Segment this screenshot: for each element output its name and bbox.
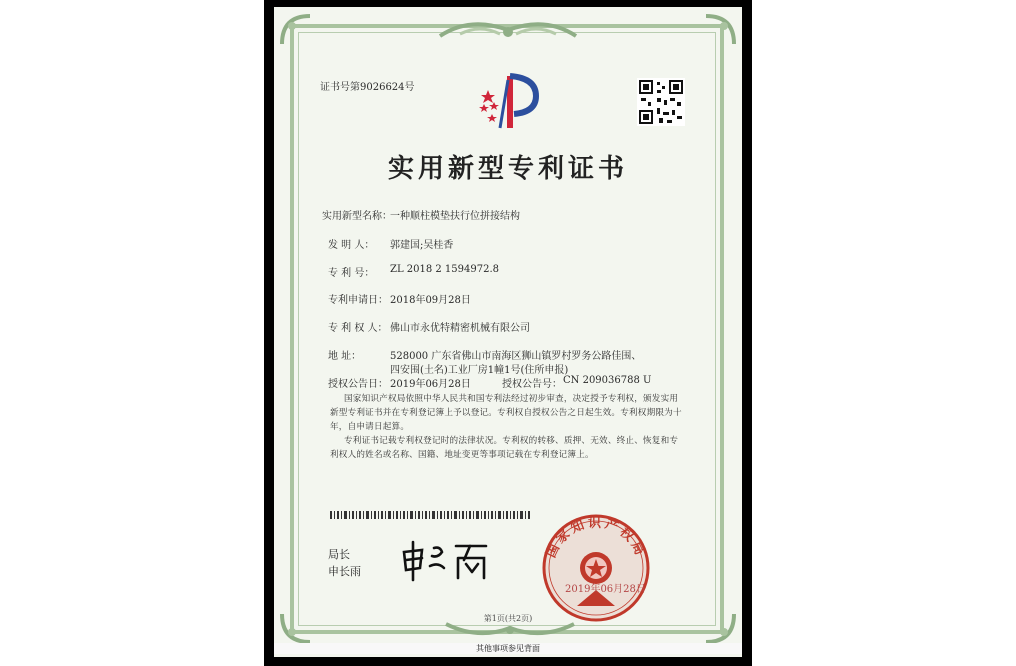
certificate-number: 证书号第9026624号 <box>320 82 415 93</box>
filing-date-value: 2018年09月28日 <box>390 295 471 306</box>
paragraph-1-line-1: 国家知识产权局依照中华人民共和国专利法经过初步审查，决定授予专利权，颁发实用 <box>344 394 679 404</box>
qr-code-icon <box>637 78 685 126</box>
paragraph-2-line-1: 专利证书记载专利权登记时的法律状况。专利权的转移、质押、无效、终止、恢复和专 <box>344 436 679 446</box>
director-title: 局长 <box>328 548 350 561</box>
page-number: 第1页(共2页) <box>483 614 533 623</box>
seal-date: 2019年06月28日 <box>565 584 646 595</box>
utility-model-name-value: 一种顺柱模垫扶行位拼接结构 <box>390 211 520 222</box>
director-name: 申长雨 <box>328 565 361 578</box>
footer-note: 其他事项参见背面 <box>274 643 742 654</box>
grant-number-label: 授权公告号： <box>502 379 562 390</box>
address-line-2: 四安围(土名)工业厂房1幢1号(住所申报) <box>390 365 569 376</box>
top-ornament-icon <box>430 14 586 46</box>
inventor-value: 郭建国;吴桂香 <box>390 240 454 251</box>
official-seal-icon <box>537 510 655 622</box>
utility-model-name-label: 实用新型名称： <box>322 211 392 222</box>
inventor-label: 发 明 人： <box>328 240 375 251</box>
grant-date-value: 2019年06月28日 <box>390 379 471 390</box>
paragraph-1-line-2: 新型专利证书并在专利登记簿上予以登记。专利权自授权公告之日起生效。专利权期限为十 <box>330 408 682 418</box>
address-label: 地 址： <box>328 351 362 362</box>
patent-number-label: 专 利 号： <box>328 268 375 279</box>
barcode-strip <box>330 511 532 519</box>
seal-text: 国家知识产权局 <box>543 516 649 561</box>
patentee-value: 佛山市永优特精密机械有限公司 <box>390 323 530 334</box>
corner-ornament-icon <box>702 12 738 48</box>
patent-number-value: ZL 2018 2 1594972.8 <box>390 264 500 275</box>
paragraph-1-line-3: 年，自申请日起算。 <box>330 422 410 432</box>
grant-date-label: 授权公告日： <box>328 379 388 390</box>
handwritten-signature-icon <box>400 538 492 582</box>
filing-date-label: 专利申请日： <box>328 295 388 306</box>
paragraph-2-line-2: 利权人的姓名或名称、国籍、地址变更等事项记载在专利登记簿上。 <box>330 450 594 460</box>
grant-number-value: CN 209036788 U <box>563 375 652 386</box>
certificate-title: 实用新型专利证书 <box>387 154 628 184</box>
corner-ornament-icon <box>278 12 314 48</box>
patent-office-logo-icon <box>470 70 550 134</box>
patentee-label: 专 利 权 人： <box>328 323 388 334</box>
address-line-1: 528000 广东省佛山市南海区狮山镇罗村罗务公路佳围、 <box>390 351 642 362</box>
